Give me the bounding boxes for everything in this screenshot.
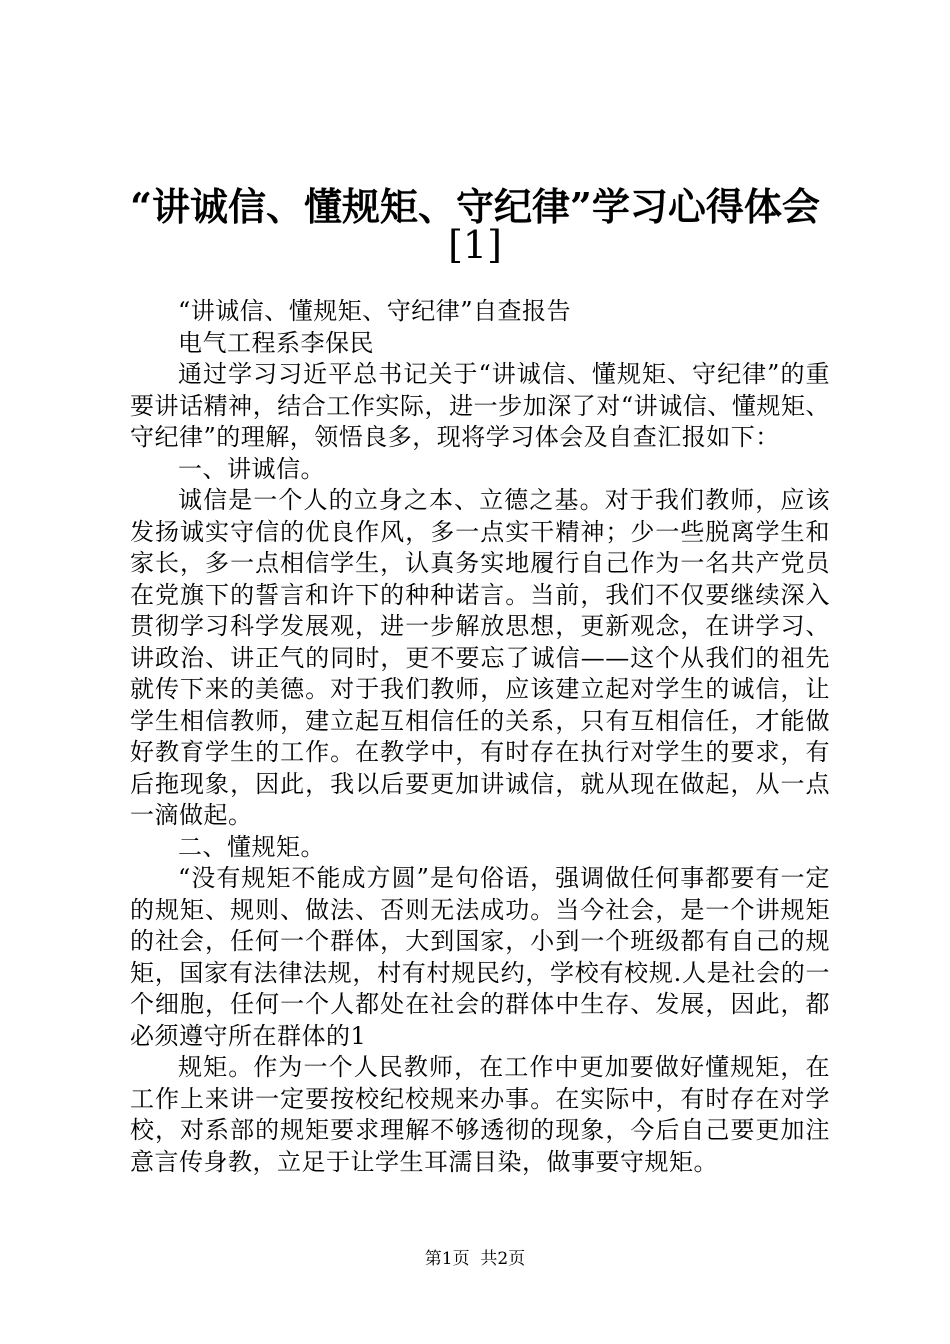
page-footer: 第1页 共2页 — [424, 1249, 526, 1269]
document-title-suffix: [1] — [448, 223, 502, 267]
document-title: “讲诚信、懂规矩、守纪律”学习心得体会 — [130, 184, 820, 229]
document-body — [130, 296, 830, 1178]
paragraph-intro: 通过学习习近平总书记关于“讲诚信、懂规矩、守纪律”的重要讲话精神，结合工作实际，进一步加深了对“讲诚信、懂规矩、守纪律”的理解，领悟良多，现将学习体会及自查汇报如下： — [130, 360, 830, 451]
paragraph-author: 电气工程系李保民 — [178, 328, 374, 357]
paragraph-subtitle: “讲诚信、懂规矩、守纪律”自查报告 — [178, 297, 572, 325]
paragraph-rules-continued: 规矩。作为一个人民教师，在工作中更加要做好懂规矩，在工作上来讲一定要按校纪校规来办事。在实际中，有时存在对学校，对系部的规矩要求理解不够透彻的现象，今后自己要更加注意言传身教，立足于让学生耳濡目染，做事要守规矩。 — [130, 1053, 830, 1176]
paragraph-rules: “没有规矩不能成方圆”是句俗语，强调做任何事都要有一定的规矩、规则、做法、否则无法成功。当今社会，是一个讲规矩的社会，任何一个群体，大到国家，小到一个班级都有自己的规矩，国家有法律法规，村有村规民约，学校有校规.人是社会的一个细胞，任何一个人都处在社会的群体中生存、发展，因此，都必须遵守所在群体的1 — [130, 864, 830, 1050]
section-heading-honesty: 一、讲诚信。 — [178, 454, 325, 483]
paragraph-honesty: 诚信是一个人的立身之本、立德之基。对于我们教师，应该发扬诚实守信的优良作风，多一点实干精神；少一些脱离学生和家长，多一点相信学生，认真务实地履行自己作为一名共产党员在党旗下的誓言和许下的种种诺言。当前，我们不仅要继续深入贯彻学习科学发展观，进一步解放思想，更新观念，在讲学习、讲政治、讲正气的同时，更不要忘了诚信——这个从我们的祖先就传下来的美德。对于我们教师，应该建立起对学生的诚信，让学生相信教师，建立起互相信任的关系，只有互相信任，才能做好教育学生的工作。在教学中，有时存在执行对学生的要求，有后拖现象，因此，我以后要更加讲诚信，就从现在做起，从一点一滴做起。 — [130, 486, 830, 829]
section-heading-rules: 二、懂规矩。 — [178, 832, 325, 861]
